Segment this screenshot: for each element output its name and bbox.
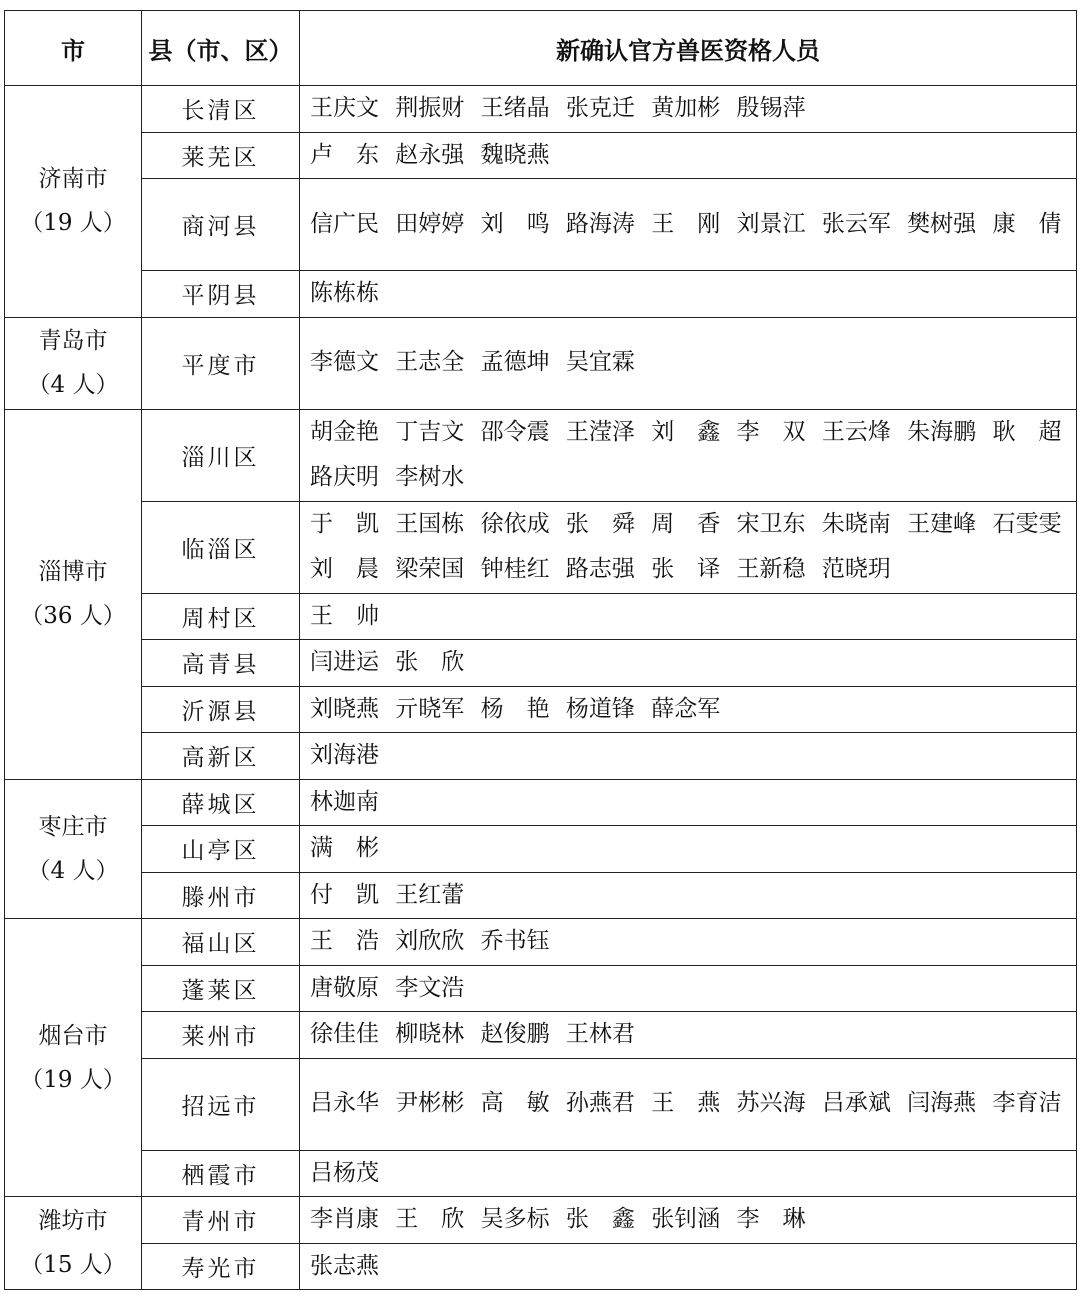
table-row — [5, 1197, 1077, 1244]
county-cell: 蓬莱区 — [142, 965, 300, 1012]
table-row — [5, 179, 1077, 271]
header-city: 市 — [5, 11, 142, 86]
names-cell: 卢 东 赵永强 魏晓燕 — [300, 132, 1077, 179]
names-cell: 吕杨茂 — [300, 1150, 1077, 1197]
names-cell: 吕永华 尹彬彬 高 敏 孙燕君 王 燕 苏兴海 吕承斌 闫海燕 李育洁 — [300, 1058, 1077, 1150]
table-row — [5, 826, 1077, 873]
county-cell: 平度市 — [142, 317, 300, 409]
city-name: 青岛市 — [38, 328, 108, 354]
county-cell: 高新区 — [142, 733, 300, 780]
names-cell: 徐佳佳 柳晓林 赵俊鹏 王林君 — [300, 1012, 1077, 1059]
city-name: 淄博市 — [38, 559, 108, 585]
names-cell: 王 浩 刘欣欣 乔书钰 — [300, 919, 1077, 966]
names-cell: 胡金艳 丁吉文 邵令震 王滢泽 刘 鑫 李 双 王云烽 朱海鹏 耿 超 路庆明 李树水 — [300, 409, 1077, 501]
table-row — [5, 86, 1077, 133]
county-cell: 招远市 — [142, 1058, 300, 1150]
header-people: 新确认官方兽医资格人员 — [300, 11, 1077, 86]
names-cell: 唐敬原 李文浩 — [300, 965, 1077, 1012]
county-cell: 福山区 — [142, 919, 300, 966]
city-cell — [5, 1197, 142, 1290]
names-cell: 闫进运 张 欣 — [300, 640, 1077, 687]
names-cell: 满 彬 — [300, 826, 1077, 873]
table-row — [5, 965, 1077, 1012]
city-count: （4 人） — [27, 857, 119, 884]
county-cell: 莱州市 — [142, 1012, 300, 1059]
table-row — [5, 409, 1077, 501]
county-cell: 寿光市 — [142, 1243, 300, 1290]
veterinarian-qualification-table — [4, 10, 1077, 1290]
city-name: 烟台市 — [38, 1022, 108, 1049]
county-cell: 平阴县 — [142, 271, 300, 318]
county-cell: 青州市 — [142, 1197, 300, 1244]
names-cell: 信广民 田婷婷 刘 鸣 路海涛 王 刚 刘景江 张云军 樊树强 康 倩 — [300, 179, 1077, 271]
names-cell: 李德文 王志全 孟德坤 吴宜霖 — [300, 317, 1077, 409]
table-row — [5, 1150, 1077, 1197]
table-row — [5, 132, 1077, 179]
table-row — [5, 501, 1077, 593]
city-name: 济南市 — [38, 166, 108, 193]
names-cell: 付 凯 王红蕾 — [300, 872, 1077, 919]
city-count: （36 人） — [20, 603, 126, 629]
table-row — [5, 872, 1077, 919]
names-cell: 陈栋栋 — [300, 271, 1077, 318]
county-cell: 山亭区 — [142, 826, 300, 873]
county-cell: 莱芜区 — [142, 132, 300, 179]
city-cell — [5, 409, 142, 779]
table-row — [5, 919, 1077, 966]
city-cell — [5, 779, 142, 919]
city-name: 潍坊市 — [38, 1208, 108, 1234]
names-cell: 于 凯 王国栋 徐依成 张 舜 周 香 宋卫东 朱晓南 王建峰 石雯雯 刘 晨 梁荣国 钟桂红 路志强 张 译 王新稳 范晓玥 — [300, 501, 1077, 593]
table-row — [5, 1058, 1077, 1150]
table-row — [5, 317, 1077, 409]
county-cell: 商河县 — [142, 179, 300, 271]
table-row — [5, 1012, 1077, 1059]
county-cell: 沂源县 — [142, 686, 300, 733]
city-count: （19 人） — [20, 210, 126, 237]
names-cell: 张志燕 — [300, 1243, 1077, 1290]
county-cell: 周村区 — [142, 593, 300, 640]
names-cell: 李肖康 王 欣 吴多标 张 鑫 张钊涵 李 琳 — [300, 1197, 1077, 1244]
county-cell: 长清区 — [142, 86, 300, 133]
city-name: 枣庄市 — [38, 813, 108, 840]
city-cell — [5, 317, 142, 409]
county-cell: 临淄区 — [142, 501, 300, 593]
county-cell: 淄川区 — [142, 409, 300, 501]
city-cell — [5, 86, 142, 318]
header-county: 县（市、区） — [142, 11, 300, 86]
table-row — [5, 686, 1077, 733]
city-count: （19 人） — [20, 1066, 126, 1093]
table-row — [5, 593, 1077, 640]
city-count: （4 人） — [27, 372, 119, 398]
header-row — [5, 11, 1077, 86]
county-cell: 栖霞市 — [142, 1150, 300, 1197]
names-cell: 林迦南 — [300, 779, 1077, 826]
table-row — [5, 733, 1077, 780]
county-cell: 滕州市 — [142, 872, 300, 919]
table-row — [5, 779, 1077, 826]
names-cell: 刘海港 — [300, 733, 1077, 780]
names-cell: 刘晓燕 亓晓军 杨 艳 杨道锋 薛念军 — [300, 686, 1077, 733]
city-cell — [5, 919, 142, 1197]
names-cell: 王庆文 荆振财 王绪晶 张克迁 黄加彬 殷锡萍 — [300, 86, 1077, 133]
city-count: （15 人） — [20, 1252, 126, 1278]
table-row — [5, 640, 1077, 687]
county-cell: 薛城区 — [142, 779, 300, 826]
county-cell: 高青县 — [142, 640, 300, 687]
table-row — [5, 271, 1077, 318]
table-row — [5, 1243, 1077, 1290]
names-cell: 王 帅 — [300, 593, 1077, 640]
